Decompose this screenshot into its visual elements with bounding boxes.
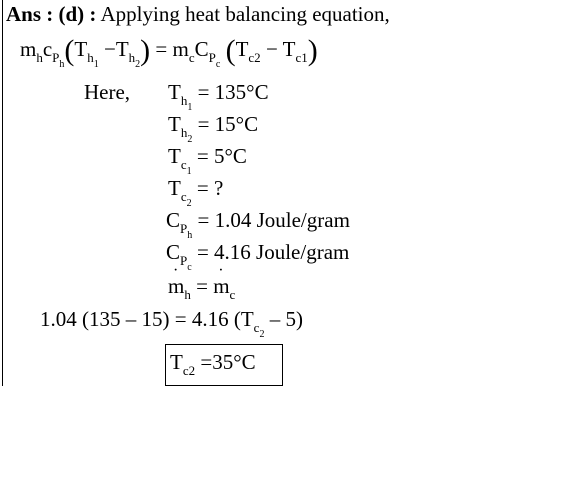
given-cpc: $C_{P_c} = 4.16$ Joule/gram [166,240,350,273]
answer-prefix: Ans : (d) : [6,2,97,26]
given-th1: $T_{h_1} = 135^\circ C$ [168,80,269,113]
eq-sub: h [36,50,43,65]
here-label: Here, [84,80,131,104]
given-tc1: $T_{c_1} = 5^\circ C$ [168,144,247,177]
answer-text: Applying heat balancing equation, [100,2,390,26]
answer-line [6,2,390,27]
calculation-line: 1.04 (135 – 15) = 4.16 $(T_{c_2} - 5)$ [40,307,303,340]
given-th2: $T_{h_2} = 15^\circ C$ [168,112,259,145]
eq-paren: ( [64,34,75,67]
given-mass-equality: · $m_h$ = · $m_c$ [168,274,235,303]
eq-symbol: m [20,37,37,61]
given-cph: $C_{P_h} = 1.04$ Joule/gram [166,208,350,241]
heat-balance-equation: $m_hc_{P_h}(T_{h_1} -T_{h_2}) = m_cC_{P_c}$ $(T_{c2} - T_{c1})$ [20,34,318,70]
left-rule [2,0,3,386]
eq-symbol: c [42,37,53,61]
eq-sub: Ph [52,50,65,70]
result-text: $T_{c2} =35^\circ C$ [170,350,256,378]
given-tc2: $T_{c_2}$ = ? [168,176,224,209]
